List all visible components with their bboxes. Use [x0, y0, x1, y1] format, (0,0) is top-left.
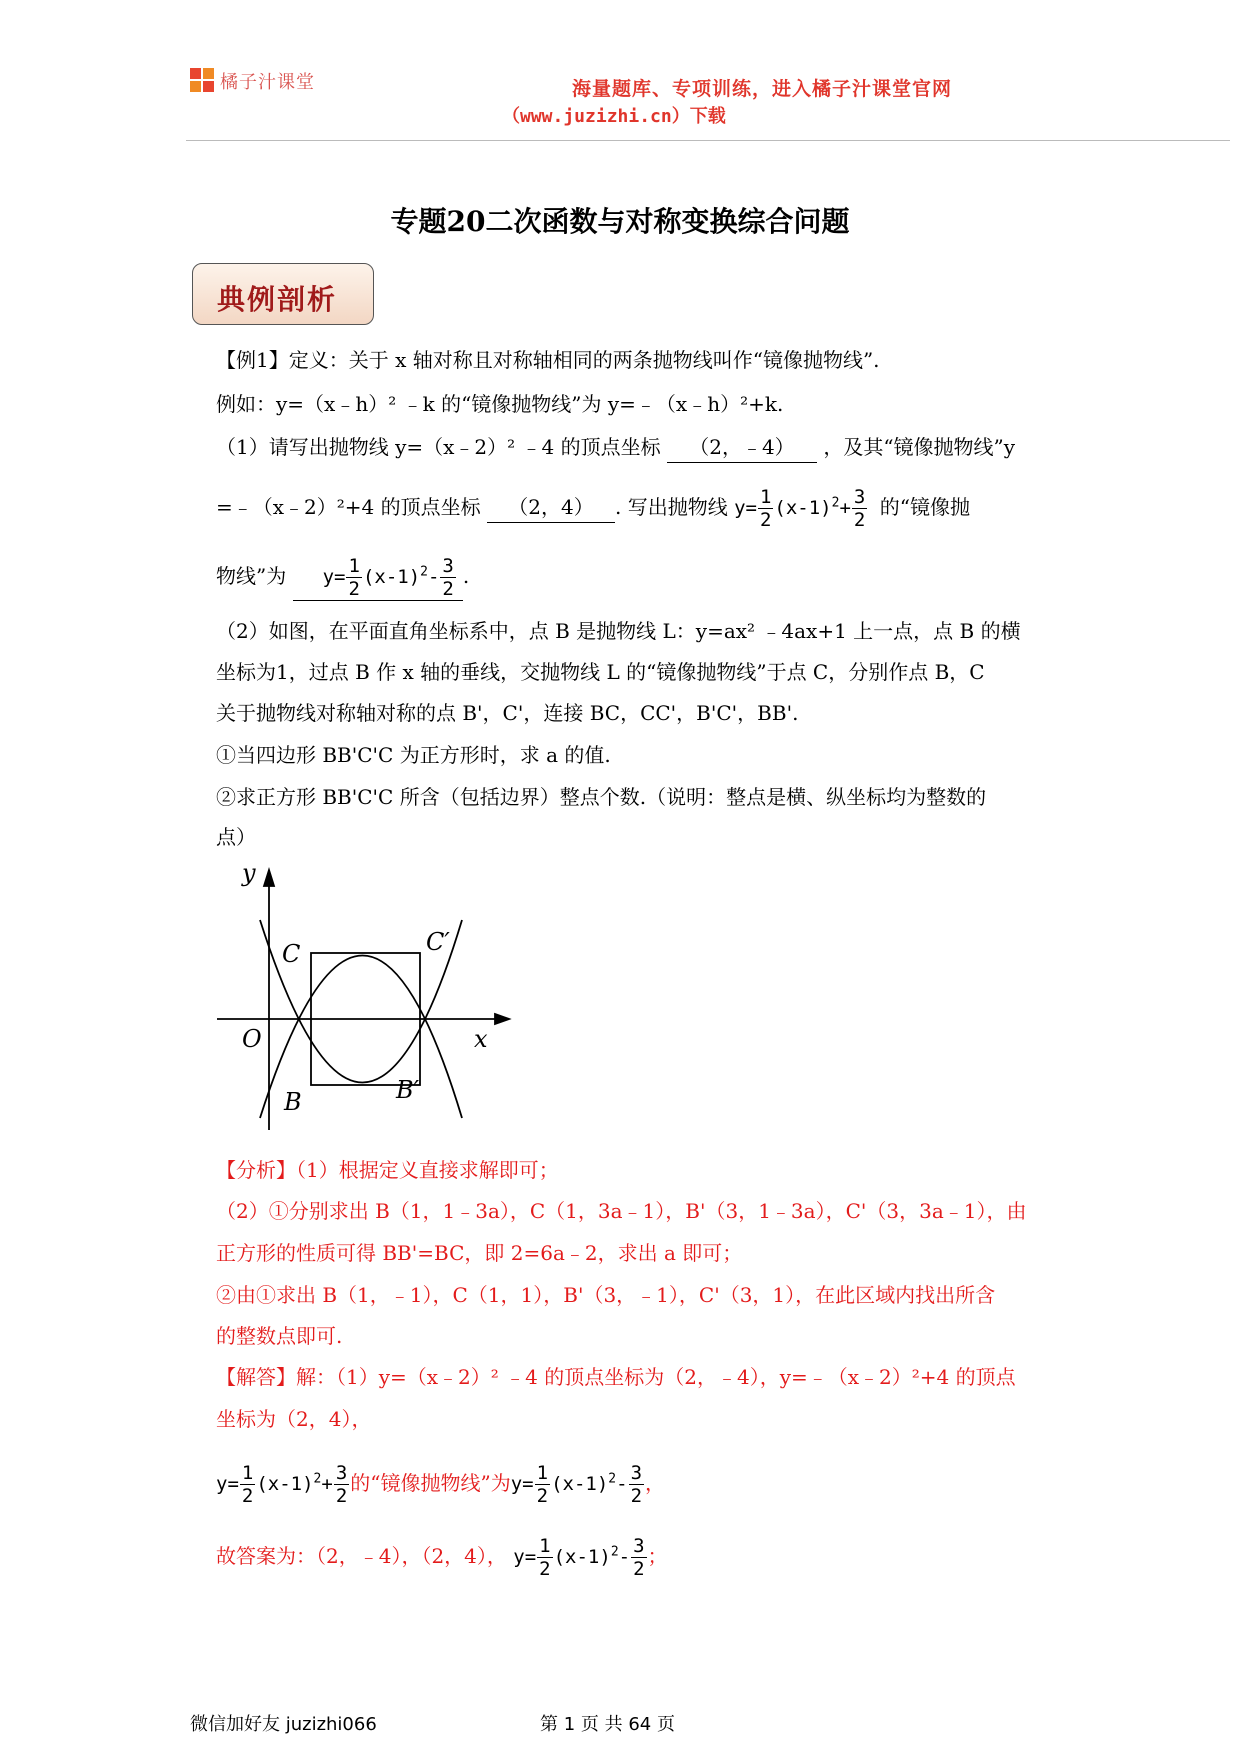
q1-text-b: ，及其“镜像抛物线”y — [823, 435, 1016, 459]
label-y: y — [242, 862, 256, 887]
analysis-line-4: ②由①求出 B（1，﹣1），C（1，1），B'（3，﹣1），C'（3，1），在此区域内找出所含 — [216, 1283, 996, 1307]
denominator: 2 — [853, 509, 866, 531]
q1-line-1 — [216, 432, 1015, 463]
q1-answer-2: （2，4） — [487, 492, 615, 523]
formula-term: (x-1) — [774, 497, 832, 519]
formula-y: y= — [322, 566, 346, 588]
page-title: 专题20二次函数与对称变换综合问题 — [390, 205, 850, 238]
q2-line-4: ①当四边形 BB'C'C 为正方形时，求 a 的值. — [216, 743, 611, 767]
formula-op: + — [321, 1473, 333, 1495]
formula-op: - — [616, 1473, 628, 1495]
solution-line-3 — [216, 1462, 665, 1507]
numerator: 1 — [241, 1462, 254, 1484]
fraction-three-halves — [440, 555, 455, 600]
q1-line-3 — [216, 555, 469, 601]
example-line: 例如：y=（x﹣h）² ﹣k 的“镜像抛物线”为 y=﹣（x﹣h）²+k. — [216, 392, 784, 416]
numerator: 3 — [853, 486, 866, 508]
exponent: 2 — [608, 1471, 617, 1487]
header-divider — [186, 140, 1230, 141]
q1-text-f: 物线”为 — [216, 564, 287, 588]
fraction-half — [346, 555, 361, 600]
logo — [190, 68, 315, 94]
denominator: 2 — [759, 509, 772, 531]
formula-y: y= — [216, 1473, 239, 1495]
footer-wechat: 微信加好友 juzizhi066 — [190, 1714, 377, 1735]
fraction-half — [758, 486, 773, 531]
denominator: 2 — [633, 1558, 645, 1580]
formula-op: - — [618, 1546, 631, 1568]
denominator: 2 — [348, 578, 360, 600]
label-x: x — [474, 1025, 488, 1053]
analysis-line-2: （2）①分别求出 B（1，1﹣3a），C（1，3a﹣1），B'（3，1﹣3a），C'（3，3a﹣1），由 — [216, 1199, 1027, 1223]
label-b: B — [284, 1088, 302, 1116]
comma: ， — [645, 1471, 666, 1495]
formula-y: y= — [513, 1546, 537, 1568]
semicolon: ； — [647, 1544, 668, 1568]
fraction-three-halves — [631, 1535, 646, 1580]
solution-line-1: 【解答】解：（1）y=（x﹣2）² ﹣4 的顶点坐标为（2，﹣4），y=﹣（x﹣2）²+4 的顶点 — [216, 1365, 1016, 1389]
q2-line-1: （2）如图，在平面直角坐标系中，点 B 是抛物线 L：y=ax² ﹣4ax+1 上一点，点 B 的横 — [216, 619, 1021, 643]
numerator: 1 — [536, 1462, 549, 1484]
parabola-figure — [212, 862, 512, 1142]
formula-term: (x-1) — [553, 1546, 611, 1568]
q1-answer-1: （2，﹣4） — [667, 432, 817, 463]
fraction-half — [535, 1462, 550, 1507]
label-origin: O — [242, 1025, 262, 1053]
exponent: 2 — [313, 1471, 322, 1487]
numerator: 3 — [335, 1462, 348, 1484]
logo-text: 橘子汁课堂 — [220, 72, 315, 93]
exponent: 2 — [610, 1544, 619, 1560]
solution-text-mid: 的“镜像抛物线”为 — [350, 1471, 511, 1495]
header-slogan: 海量题库、专项训练，进入橘子汁课堂官网 — [572, 78, 953, 100]
example-definition: 【例1】定义：关于 x 轴对称且对称轴相同的两条抛物线叫作“镜像抛物线”. — [216, 348, 880, 372]
numerator: 1 — [759, 486, 772, 508]
formula-parabola — [216, 1462, 350, 1507]
numerator: 1 — [348, 555, 360, 577]
q1-text-a: （1）请写出抛物线 y=（x﹣2）² ﹣4 的顶点坐标 — [216, 435, 661, 459]
label-c: C — [282, 940, 301, 968]
q2-line-2: 坐标为1，过点 B 作 x 轴的垂线，交抛物线 L 的“镜像抛物线”于点 C，分别作点 B，C — [216, 660, 985, 684]
logo-icon — [190, 68, 216, 94]
fraction-three-halves — [629, 1462, 644, 1507]
numerator: 3 — [633, 1535, 645, 1557]
formula-term: (x-1) — [256, 1473, 314, 1495]
final-answer-text: 故答案为：（2，﹣4），（2，4）， — [216, 1544, 507, 1568]
numerator: 3 — [630, 1462, 643, 1484]
period: . — [462, 564, 470, 588]
denominator: 2 — [335, 1485, 348, 1507]
analysis-line-1: 【分析】（1）根据定义直接求解即可； — [216, 1158, 559, 1182]
q2-line-6: 点） — [216, 825, 256, 849]
formula-mirror — [513, 1535, 647, 1580]
denominator: 2 — [442, 578, 454, 600]
formula-mirror — [510, 1462, 645, 1507]
formula-term: (x-1) — [362, 566, 421, 588]
exponent: 2 — [831, 495, 840, 511]
formula-term: (x-1) — [551, 1473, 609, 1495]
numerator: 3 — [442, 555, 454, 577]
denominator: 2 — [539, 1558, 551, 1580]
denominator: 2 — [630, 1485, 643, 1507]
section-badge-label: 典例剖析 — [217, 283, 338, 316]
exponent: 2 — [420, 564, 428, 580]
q2-line-3: 关于抛物线对称轴对称的点 B'，C'，连接 BC，CC'，B'C'，BB'. — [216, 701, 799, 725]
fraction-half — [240, 1462, 255, 1507]
formula-y: y= — [734, 497, 757, 519]
label-c-prime: C′ — [426, 928, 450, 956]
q1-answer-3 — [293, 555, 463, 601]
formula-op: + — [839, 497, 851, 519]
fraction-half — [537, 1535, 552, 1580]
solution-line-4 — [216, 1535, 668, 1580]
y-axis-arrow — [264, 870, 274, 886]
fraction-three-halves — [334, 1462, 349, 1507]
label-b-prime: B′ — [396, 1076, 420, 1104]
q1-text-c: =﹣（x﹣2）²+4 的顶点坐标 — [216, 495, 481, 519]
footer-page-number: 第 1 页 共 64 页 — [540, 1714, 675, 1735]
denominator: 2 — [536, 1485, 549, 1507]
denominator: 2 — [241, 1485, 254, 1507]
formula-parabola — [734, 486, 880, 531]
analysis-line-3: 正方形的性质可得 BB'=BC，即 2=6a﹣2，求出 a 即可； — [216, 1241, 743, 1265]
fraction-three-halves — [852, 486, 867, 531]
formula-op: - — [427, 566, 440, 588]
x-axis-arrow — [495, 1014, 509, 1024]
section-badge — [192, 263, 374, 325]
solution-line-2: 坐标为（2，4）， — [216, 1407, 372, 1431]
q2-line-5: ②求正方形 BB'C'C 所含（包括边界）整点个数.（说明：整点是横、纵坐标均为整数的 — [216, 785, 987, 809]
numerator: 1 — [539, 1535, 551, 1557]
q1-text-e: 的“镜像抛 — [879, 495, 971, 519]
q1-line-2 — [216, 486, 970, 531]
analysis-line-5: 的整数点即可. — [216, 1324, 343, 1348]
q1-text-d: . 写出抛物线 — [614, 495, 728, 519]
header-site-link[interactable]: （www.juzizhi.cn）下载 — [502, 106, 726, 127]
formula-y: y= — [510, 1473, 534, 1495]
